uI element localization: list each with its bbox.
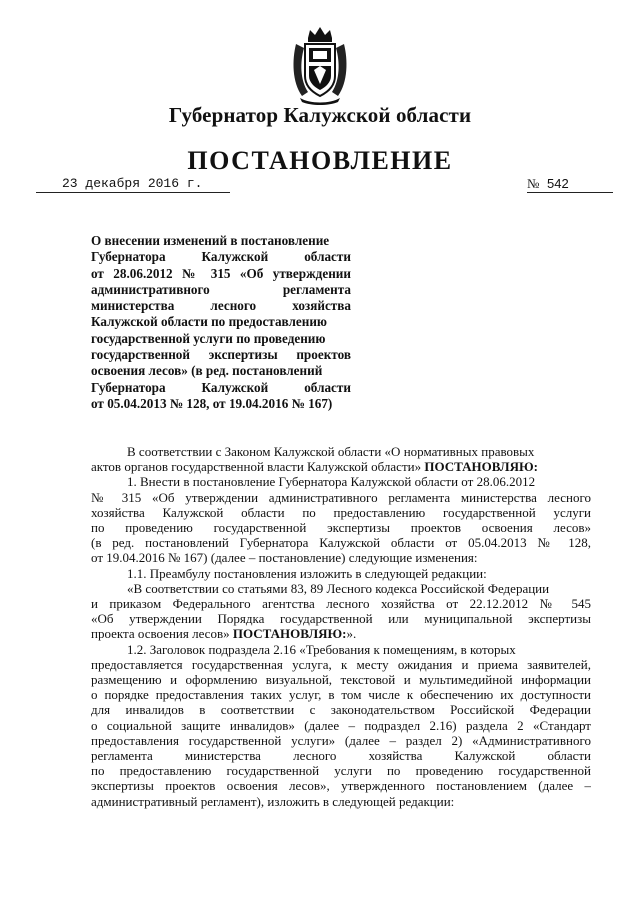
title-line: административного регламента: [91, 281, 351, 297]
document-type-heading: ПОСТАНОВЛЕНИЕ: [187, 146, 453, 175]
number-sign: №: [527, 176, 540, 191]
body-line: о социальной защите инвалидов» (далее – подраздел 2.16) раздела 2 «Стандарт: [91, 717, 591, 733]
body-line: В соответствии с Законом Калужской области «О нормативных правовых: [127, 444, 535, 459]
body-line: размещению и оформлению визуальной, текстовой и мультимедийной информации: [91, 672, 591, 688]
body-line: и приказом Федерального агентства лесного хозяйства от 22.12.2012 № 545: [91, 596, 591, 612]
coat-of-arms-emblem: [290, 24, 350, 106]
body-line: 1.1. Преамбулу постановления изложить в следующей редакции:: [127, 565, 487, 581]
body-line: хозяйства Калужской области по предоставлению государственной услуги: [91, 504, 591, 520]
body-line: [91, 459, 591, 474]
title-line: О внесении изменений в постановление: [91, 233, 330, 248]
title-line: Губернатора Калужской области: [91, 379, 351, 395]
body-line: экспертизы проектов освоения лесов», утвержденного постановлением (далее –: [91, 778, 591, 794]
body-line: № 315 «Об утверждении административного регламента министерства лесного: [91, 489, 591, 505]
document-date: 23 декабря 2016 г.: [36, 176, 230, 193]
body-line: [91, 626, 591, 641]
body-line-text: актов органов государственной власти Калужской области»: [91, 459, 422, 475]
body-line: о порядке предоставления таких услуг, в том числе к обеспечению их доступности: [91, 687, 591, 703]
title-line: от 28.06.2012 № 315 «Об утверждении: [91, 265, 351, 281]
title-line: государственной экспертизы проектов: [91, 347, 351, 363]
title-line: Калужской области по предоставлению: [91, 314, 328, 330]
body-line: предоставления государственной услуги» (далее – раздел 2) «Административного: [91, 732, 591, 748]
body-line: по предоставлению государственной услуги по проведению государственной: [91, 763, 591, 779]
body-line: «В соответствии со статьями 83, 89 Лесного кодекса Российской Федерации: [127, 580, 550, 596]
document-number: 542: [547, 176, 569, 191]
body-line: «Об утверждении Порядка государственной или муниципальной экспертизы: [91, 611, 591, 627]
body-line-text: проекта освоения лесов»: [91, 626, 230, 642]
body-line: административный регламент), изложить в следующей редакции:: [91, 793, 455, 809]
title-line: Губернатора Калужской области: [91, 249, 351, 265]
body-line: для инвалидов в соответствии с законодательством Российской Федерации: [91, 702, 591, 718]
resolve-keyword: ПОСТАНОВЛЯЮ:: [424, 459, 538, 475]
body-line: от 19.04.2016 № 167) (далее – постановление) следующие изменения:: [91, 550, 478, 566]
body-line: 1. Внести в постановление Губернатора Калужской области от 28.06.2012: [127, 474, 536, 490]
body-line-tail: ».: [346, 626, 357, 642]
title-line: освоения лесов» (в ред. постановлений: [91, 363, 323, 379]
title-line: министерства лесного хозяйства: [91, 298, 351, 314]
document-body: [91, 444, 591, 809]
body-line: 1.2. Заголовок подраздела 2.16 «Требования к помещениям, в которых: [127, 641, 516, 657]
title-line: от 05.04.2013 № 128, от 19.04.2016 № 167): [91, 395, 333, 411]
body-line: предоставляется государственная услуга, к месту ожидания и приема заявителей,: [91, 656, 591, 672]
body-line: (в ред. постановлений Губернатора Калужской области от 05.04.2013 № 128,: [91, 535, 591, 551]
resolve-keyword: ПОСТАНОВЛЯЮ:: [232, 626, 347, 642]
document-title: [91, 233, 351, 412]
issuing-authority: Губернатор Калужской области: [168, 103, 472, 127]
title-line: государственной услуги по проведению: [91, 330, 326, 346]
body-line: по проведению государственной экспертизы проектов освоения лесов»: [91, 520, 591, 536]
body-line: регламента министерства лесного хозяйства Калужской области: [91, 748, 591, 764]
document-number-field: [527, 176, 613, 193]
